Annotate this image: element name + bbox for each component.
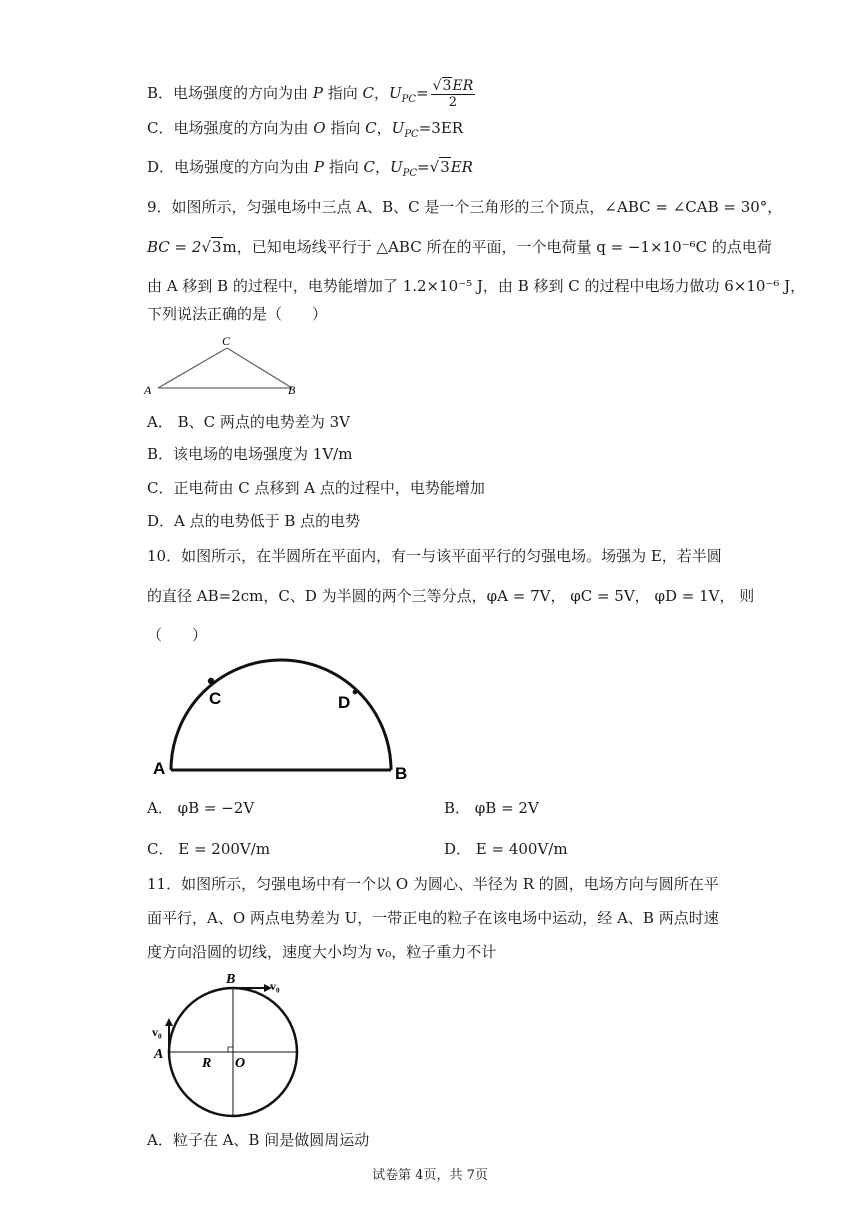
q9-option-a: A． B、C 两点的电势差为 3V — [147, 413, 351, 431]
label-a: A — [153, 759, 166, 778]
label-v0-top: v₀ — [270, 979, 280, 993]
q10-option-c: C． E = 200V/m — [147, 840, 271, 858]
q9-option-b: B．该电场的电场强度为 1V/m — [147, 445, 353, 463]
q11-stem-line3: 度方向沿圆的切线，速度大小均为 v₀，粒子重力不计 — [147, 943, 497, 961]
right-angle-mark — [228, 1047, 233, 1052]
label-d: D — [338, 693, 351, 712]
q8-option-b: B．电场强度的方向为由 P 指向 C，$U_{PC}=$ $\frac{√3ER}{2}$ — [147, 78, 474, 110]
q11-option-a: A．粒子在 A、B 间是做圆周运动 — [147, 1131, 370, 1149]
q9-stem-line1: 9．如图所示，匀强电场中三点 A、B、C 是一个三角形的三个顶点，∠ABC = ∠CAB = 30°， — [147, 198, 783, 216]
fraction: $\frac{√3ER}{2}$ — [432, 78, 474, 110]
point-d-dot — [353, 690, 358, 695]
q8-option-c: C．电场强度的方向为由 O 指向 C，$U_{PC}=3ER$ — [147, 119, 464, 140]
q10-option-b: B． φB = 2V — [444, 799, 539, 817]
label-r: R — [202, 1056, 212, 1071]
label-b: B — [395, 764, 408, 783]
label-a: A — [154, 1047, 164, 1062]
q10-stem-line2: 的直径 AB=2cm，C、D 为半圆的两个三等分点，φA = 7V， φC = 5V， φD = 1V， 则 — [147, 587, 755, 605]
q9-stem-line2: BC = 2√3m，已知电场线平行于 △ABC 所在的平面，一个电荷量 q = −1×10⁻⁶C 的点电荷 — [147, 238, 772, 256]
q9-option-d: D．A 点的电势低于 B 点的电势 — [147, 512, 361, 530]
page-footer: 试卷第 4页，共 7页 — [372, 1168, 488, 1183]
label-o: O — [235, 1056, 246, 1071]
vertex-label-a: A — [144, 383, 152, 397]
q11-stem-line2: 面平行，A、O 两点电势差为 U，一带正电的粒子在该电场中运动，经 A、B 两点时速 — [147, 909, 719, 927]
q9-stem-line4: 下列说法正确的是（ ） — [147, 305, 328, 323]
label-v0-left: v₀ — [152, 1025, 162, 1039]
q9-option-c: C．正电荷由 C 点移到 A 点的过程中，电势能增加 — [147, 479, 485, 497]
vertex-label-c: C — [222, 334, 231, 348]
vertex-label-b: B — [288, 383, 296, 397]
label-b: B — [226, 972, 236, 987]
triangle-side-cb — [227, 348, 292, 388]
label-c: C — [209, 689, 222, 708]
q9-triangle-figure — [140, 330, 310, 402]
q10-option-d: D． E = 400V/m — [444, 840, 568, 858]
velocity-arrowhead-a — [165, 1018, 173, 1026]
q11-circle-figure — [146, 968, 306, 1118]
q10-option-a: A． φB = −2V — [147, 799, 255, 817]
q10-stem-line1: 10．如图所示，在半圆所在平面内，有一与该平面平行的匀强电场。场强为 E，若半圆 — [147, 547, 722, 565]
q9-stem-line3: 由 A 移到 B 的过程中，电势能增加了 1.2×10⁻⁵ J，由 B 移到 C 的过程中电场力做功 6×10⁻⁶ J， — [147, 277, 806, 295]
q10-semicircle-figure — [145, 650, 425, 785]
point-c-dot — [208, 678, 214, 684]
triangle-side-ac — [158, 348, 227, 388]
q11-stem-line1: 11．如图所示，匀强电场中有一个以 O 为圆心、半径为 R 的圆，电场方向与圆所在平 — [147, 875, 719, 893]
semicircle-arc — [171, 660, 391, 770]
q8-option-d: D．电场强度的方向为由 P 指向 C，$U_{PC}=√3ER$ — [147, 158, 473, 179]
q10-stem-line3: （ ） — [147, 626, 208, 644]
